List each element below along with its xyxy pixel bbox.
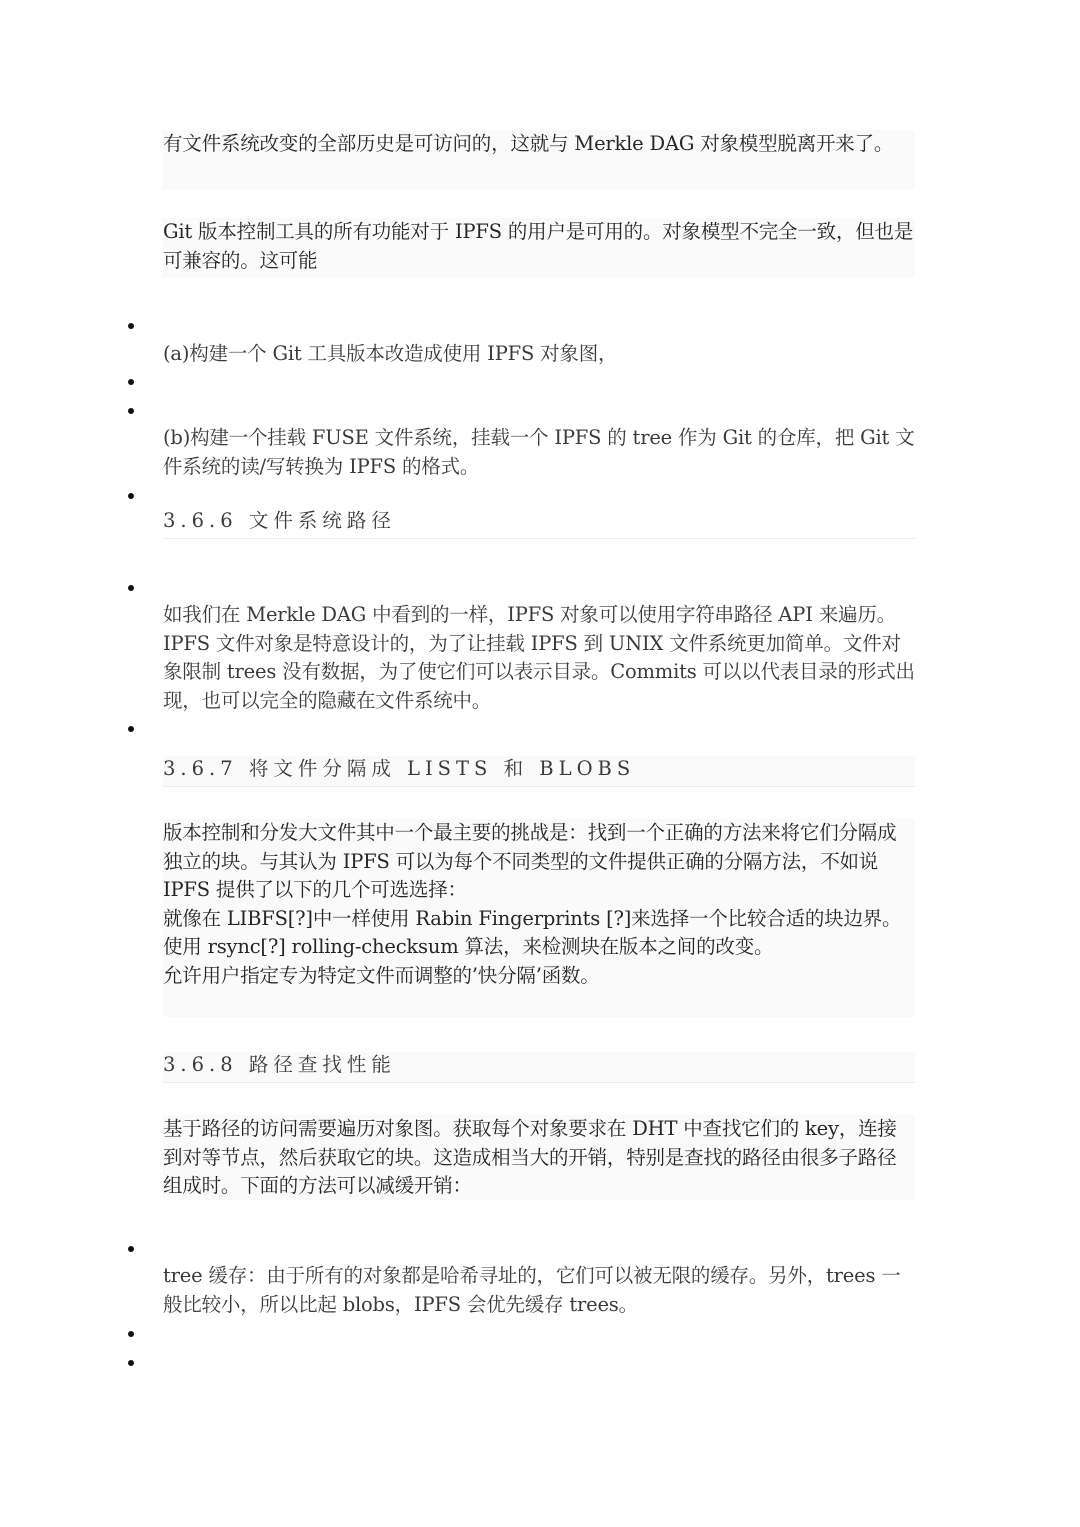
bullet-icon [128, 1331, 136, 1339]
bullet-icon [128, 726, 136, 734]
option-custom-chunker: 允许用户指定专为特定文件而调整的’快分隔’函数。 [163, 963, 600, 987]
intro-text: 有文件系统改变的全部历史是可访问的，这就与 Merkle DAG 对象模型脱离开来了。 [163, 132, 894, 155]
section-3-6-8-text: 基于路径的访问需要遍历对象图。获取每个对象要求在 DHT 中查找它们的 key，连接到对等节点，然后获取它的块。这造成相当大的开销，特别是查找的路径由很多子路径组成时。下面的方法可以减缓开销： [163, 1117, 897, 1197]
bullet-icon [128, 493, 136, 501]
list-item-b [163, 424, 915, 481]
git-compat-paragraph [163, 218, 915, 278]
tree-cache-item [163, 1262, 915, 1319]
option-rsync: 使用 rsync[?] rolling-checksum 算法，来检测块在版本之间的改变。 [163, 935, 774, 958]
bullet-icon [128, 323, 136, 331]
section-3-6-8-body [163, 1115, 915, 1200]
option-rabin: 就像在 LIBFS[?]中一样使用 Rabin Fingerprints [?]来选择一个比较合适的块边界。 [163, 906, 902, 930]
section-3-6-7-body [163, 819, 915, 1017]
list-item-b-text: (b)构建一个挂载 FUSE 文件系统，挂载一个 IPFS 的 tree 作为 Git 的仓库，把 Git 文件系统的读/写转换为 IPFS 的格式。 [163, 426, 915, 478]
section-heading-3-6-6: 3.6.6 文件系统路径 [163, 508, 915, 539]
git-compat-text: Git 版本控制工具的所有功能对于 IPFS 的用户是可用的。对象模型不完全一致，但也是可兼容的。这可能 [163, 220, 914, 272]
list-item-a-text: (a)构建一个 Git 工具版本改造成使用 IPFS 对象图， [163, 342, 618, 365]
bullet-icon [128, 1246, 136, 1254]
bullet-icon [128, 1360, 136, 1368]
section-3-6-7-text: 版本控制和分发大文件其中一个最主要的挑战是：找到一个正确的方法来将它们分隔成独立的块。与其认为 IPFS 可以为每个不同类型的文件提供正确的分隔方法，不如说 IPFS 提供了以下的几个可选选择： [163, 821, 897, 901]
bullet-icon [128, 408, 136, 416]
list-item-a [163, 340, 915, 369]
bullet-icon [128, 585, 136, 593]
section-3-6-6-body [163, 601, 915, 715]
section-heading-3-6-8: 3.6.8 路径查找性能 [163, 1052, 915, 1083]
section-3-6-6-text: 如我们在 Merkle DAG 中看到的一样，IPFS 对象可以使用字符串路径 API 来遍历。IPFS 文件对象是特意设计的，为了让挂载 IPFS 到 UNIX 文件系统更加简单。文件对象限制 trees 没有数据，为了使它们可以表示目录。Commits 可以以代表目录的形式出现，也可以完全的隐藏在文件系统中。 [163, 603, 915, 712]
intro-paragraph [163, 130, 915, 190]
tree-cache-text: tree 缓存：由于所有的对象都是哈希寻址的，它们可以被无限的缓存。另外，trees 一般比较小，所以比起 blobs，IPFS 会优先缓存 trees。 [163, 1264, 901, 1316]
bullet-icon [128, 379, 136, 387]
section-heading-3-6-7: 3.6.7 将文件分隔成 LISTS 和 BLOBS [163, 756, 915, 787]
